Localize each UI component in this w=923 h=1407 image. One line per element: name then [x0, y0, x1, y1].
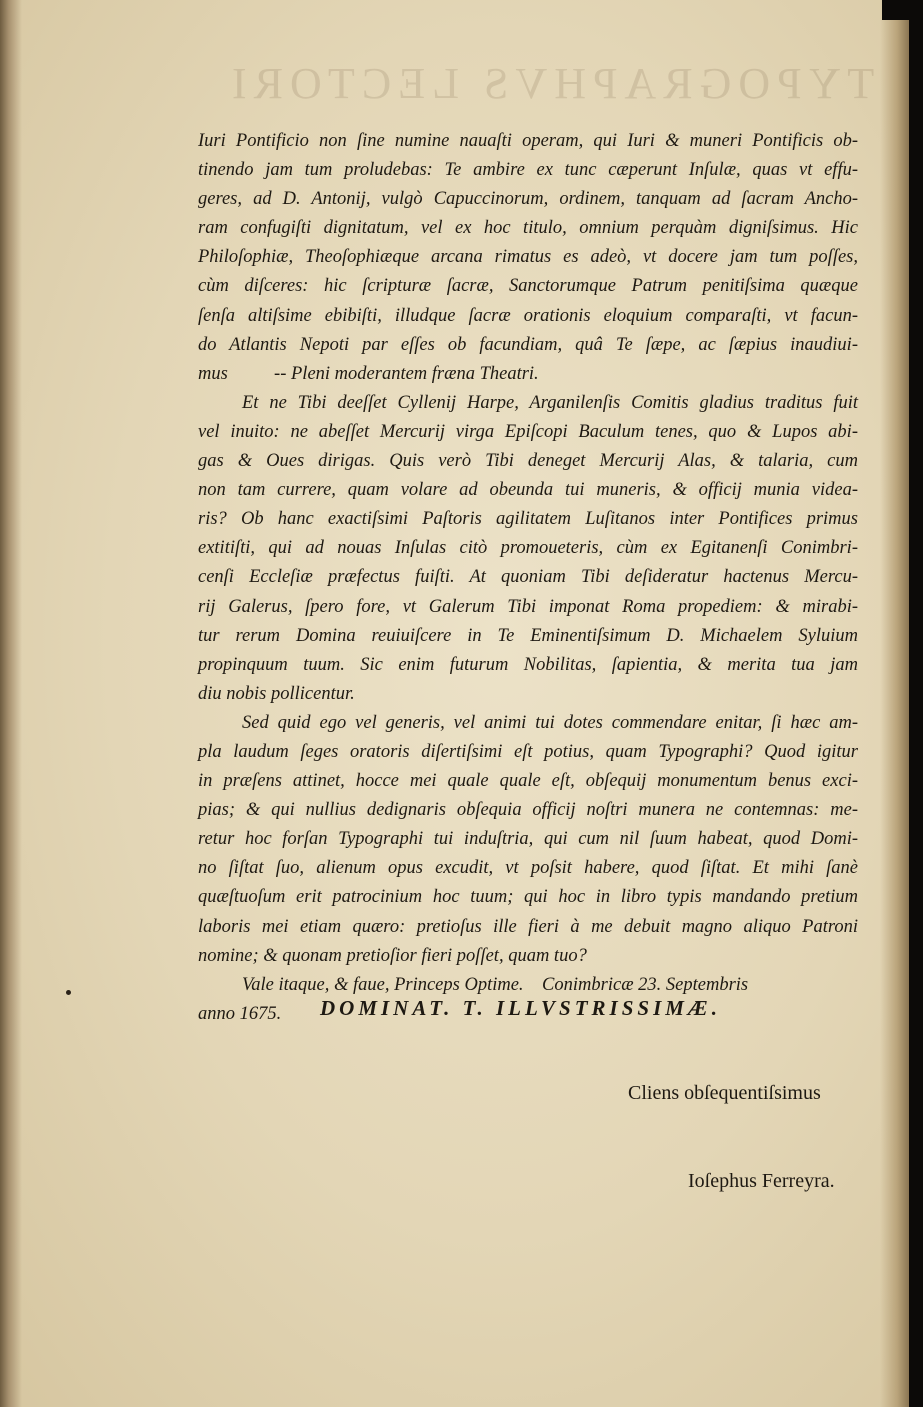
text-line: rij Galerus, ſpero fore, vt Galerum Tibi imponat Roma propediem: & mirabi- — [198, 596, 858, 617]
text-line: pla laudum ſeges oratoris diſertiſsimi eſt potius, quam Typographi? Quod igitur — [198, 741, 858, 762]
text-line: mus -- Pleni moderantem fræna Theatri. — [198, 363, 539, 384]
text-line: Vale itaque, & faue, Princeps Optime. Conimbricæ 23. Septembris — [242, 974, 749, 995]
signature-name: Ioſephus Ferreyra. — [688, 1170, 835, 1192]
text-line: anno 1675. — [198, 1003, 282, 1024]
body-text — [198, 127, 858, 1029]
text-line: pias; & qui nullius dedignaris obſequia officij noſtri munera ne contemnas: me- — [198, 800, 858, 821]
text-line: diu nobis pollicentur. — [198, 683, 355, 704]
text-line: in præſens attinet, hocce mei quale quale eſt, obſequij monumentum benus exci- — [198, 771, 858, 792]
text-line: extitiſti, qui ad nouas Inſulas citò promoueteris, cùm ex Egitanenſi Conimbri- — [198, 538, 858, 559]
text-line: retur hoc forſan Typographi tui induſtria, qui cum nil ſuum habeat, quod Domi- — [198, 829, 858, 850]
text-line: ſenſa altiſsime ebibiſti, illudque ſacræ orationis eloquium comparaſti, vt facun- — [198, 305, 858, 326]
text-line: non tam currere, quam volare ad obeunda tui muneris, & officij munia videa- — [198, 480, 858, 501]
page-edge — [880, 0, 909, 1407]
text-line: tinendo jam tum proludebas: Te ambire ex tunc cæperunt Inſulæ, quas vt effu- — [198, 160, 858, 181]
text-line: Iuri Pontificio non ſine numine nauaſti operam, qui Iuri & muneri Pontificis ob- — [198, 131, 858, 151]
dedication-heading: DOMINAT. T. ILLVSTRISSIMÆ. — [320, 996, 722, 1020]
gutter-shadow — [0, 0, 22, 1407]
text-line: ris? Ob hanc exactiſsimi Paſtoris agilitatem Luſitanos inter Pontifices primus — [198, 509, 858, 530]
text-line: propinquum tuum. Sic enim futurum Nobilitas, ſapientia, & merita tua jam — [198, 654, 858, 675]
text-line: Philoſophiæ, Theoſophiæque arcana rimatus es adeò, vt docere jam tum poſſes, — [198, 247, 858, 268]
text-line: cenſi Eccleſiæ præfectus fuiſti. At quoniam Tibi deſideratur hactenus Mercu- — [198, 567, 858, 588]
text-line: gas & Oues dirigas. Quis verò Tibi deneget Mercurij Alas, & talaria, cum — [198, 451, 858, 472]
text-line: cùm diſceres: hic ſcripturæ ſacræ, Sanctorumque Patrum penitiſsima quæque — [198, 276, 858, 297]
text-line: laboris mei etiam quæro: pretioſus ille fieri à me debuit magno aliquo Patroni — [198, 916, 858, 937]
text-line: quæſtuoſum erit patrocinium hoc tuum; qui hoc in libro typis mandando pretium — [198, 887, 858, 908]
scan-edge-mark — [882, 0, 909, 20]
bleed-through-text: TYPOGRAPHVS LECTORI — [225, 59, 875, 108]
text-line: tur rerum Domina reuiuiſcere in Te Eminentiſsimum D. Michaelem Syluium — [198, 625, 858, 646]
closing-formula: Cliens obſequentiſsimus — [628, 1082, 821, 1104]
ink-spot — [66, 990, 71, 995]
text-line: Et ne Tibi deeſſet Cyllenij Harpe, Arganilenſis Comitis gladius traditus fuit — [242, 392, 858, 413]
text-line: vel inuito: ne abeſſet Mercurij virga Epiſcopi Baculum tenes, quo & Lupos abi- — [198, 421, 858, 442]
text-line: geres, ad D. Antonij, vulgò Capuccinorum, ordinem, tanquam ad ſacram Ancho- — [198, 189, 858, 210]
text-line: ram confugiſti dignitatum, vel ex hoc titulo, omnium perquàm digniſsimus. Hic — [198, 218, 858, 239]
text-line: nomine; & quonam pretioſior fieri poſſet, quam tuo? — [198, 945, 587, 966]
text-line: do Atlantis Nepoti par eſſes ob facundiam, quâ Te ſæpe, ac ſæpius inaudiui- — [198, 334, 858, 355]
text-line: Sed quid ego vel generis, vel animi tui dotes commendare enitar, ſi hæc am- — [242, 712, 858, 733]
text-line: no ſiſtat ſuo, alienum opus excudit, vt poſsit habere, quod ſiſtat. Et mihi ſanè — [198, 858, 858, 879]
